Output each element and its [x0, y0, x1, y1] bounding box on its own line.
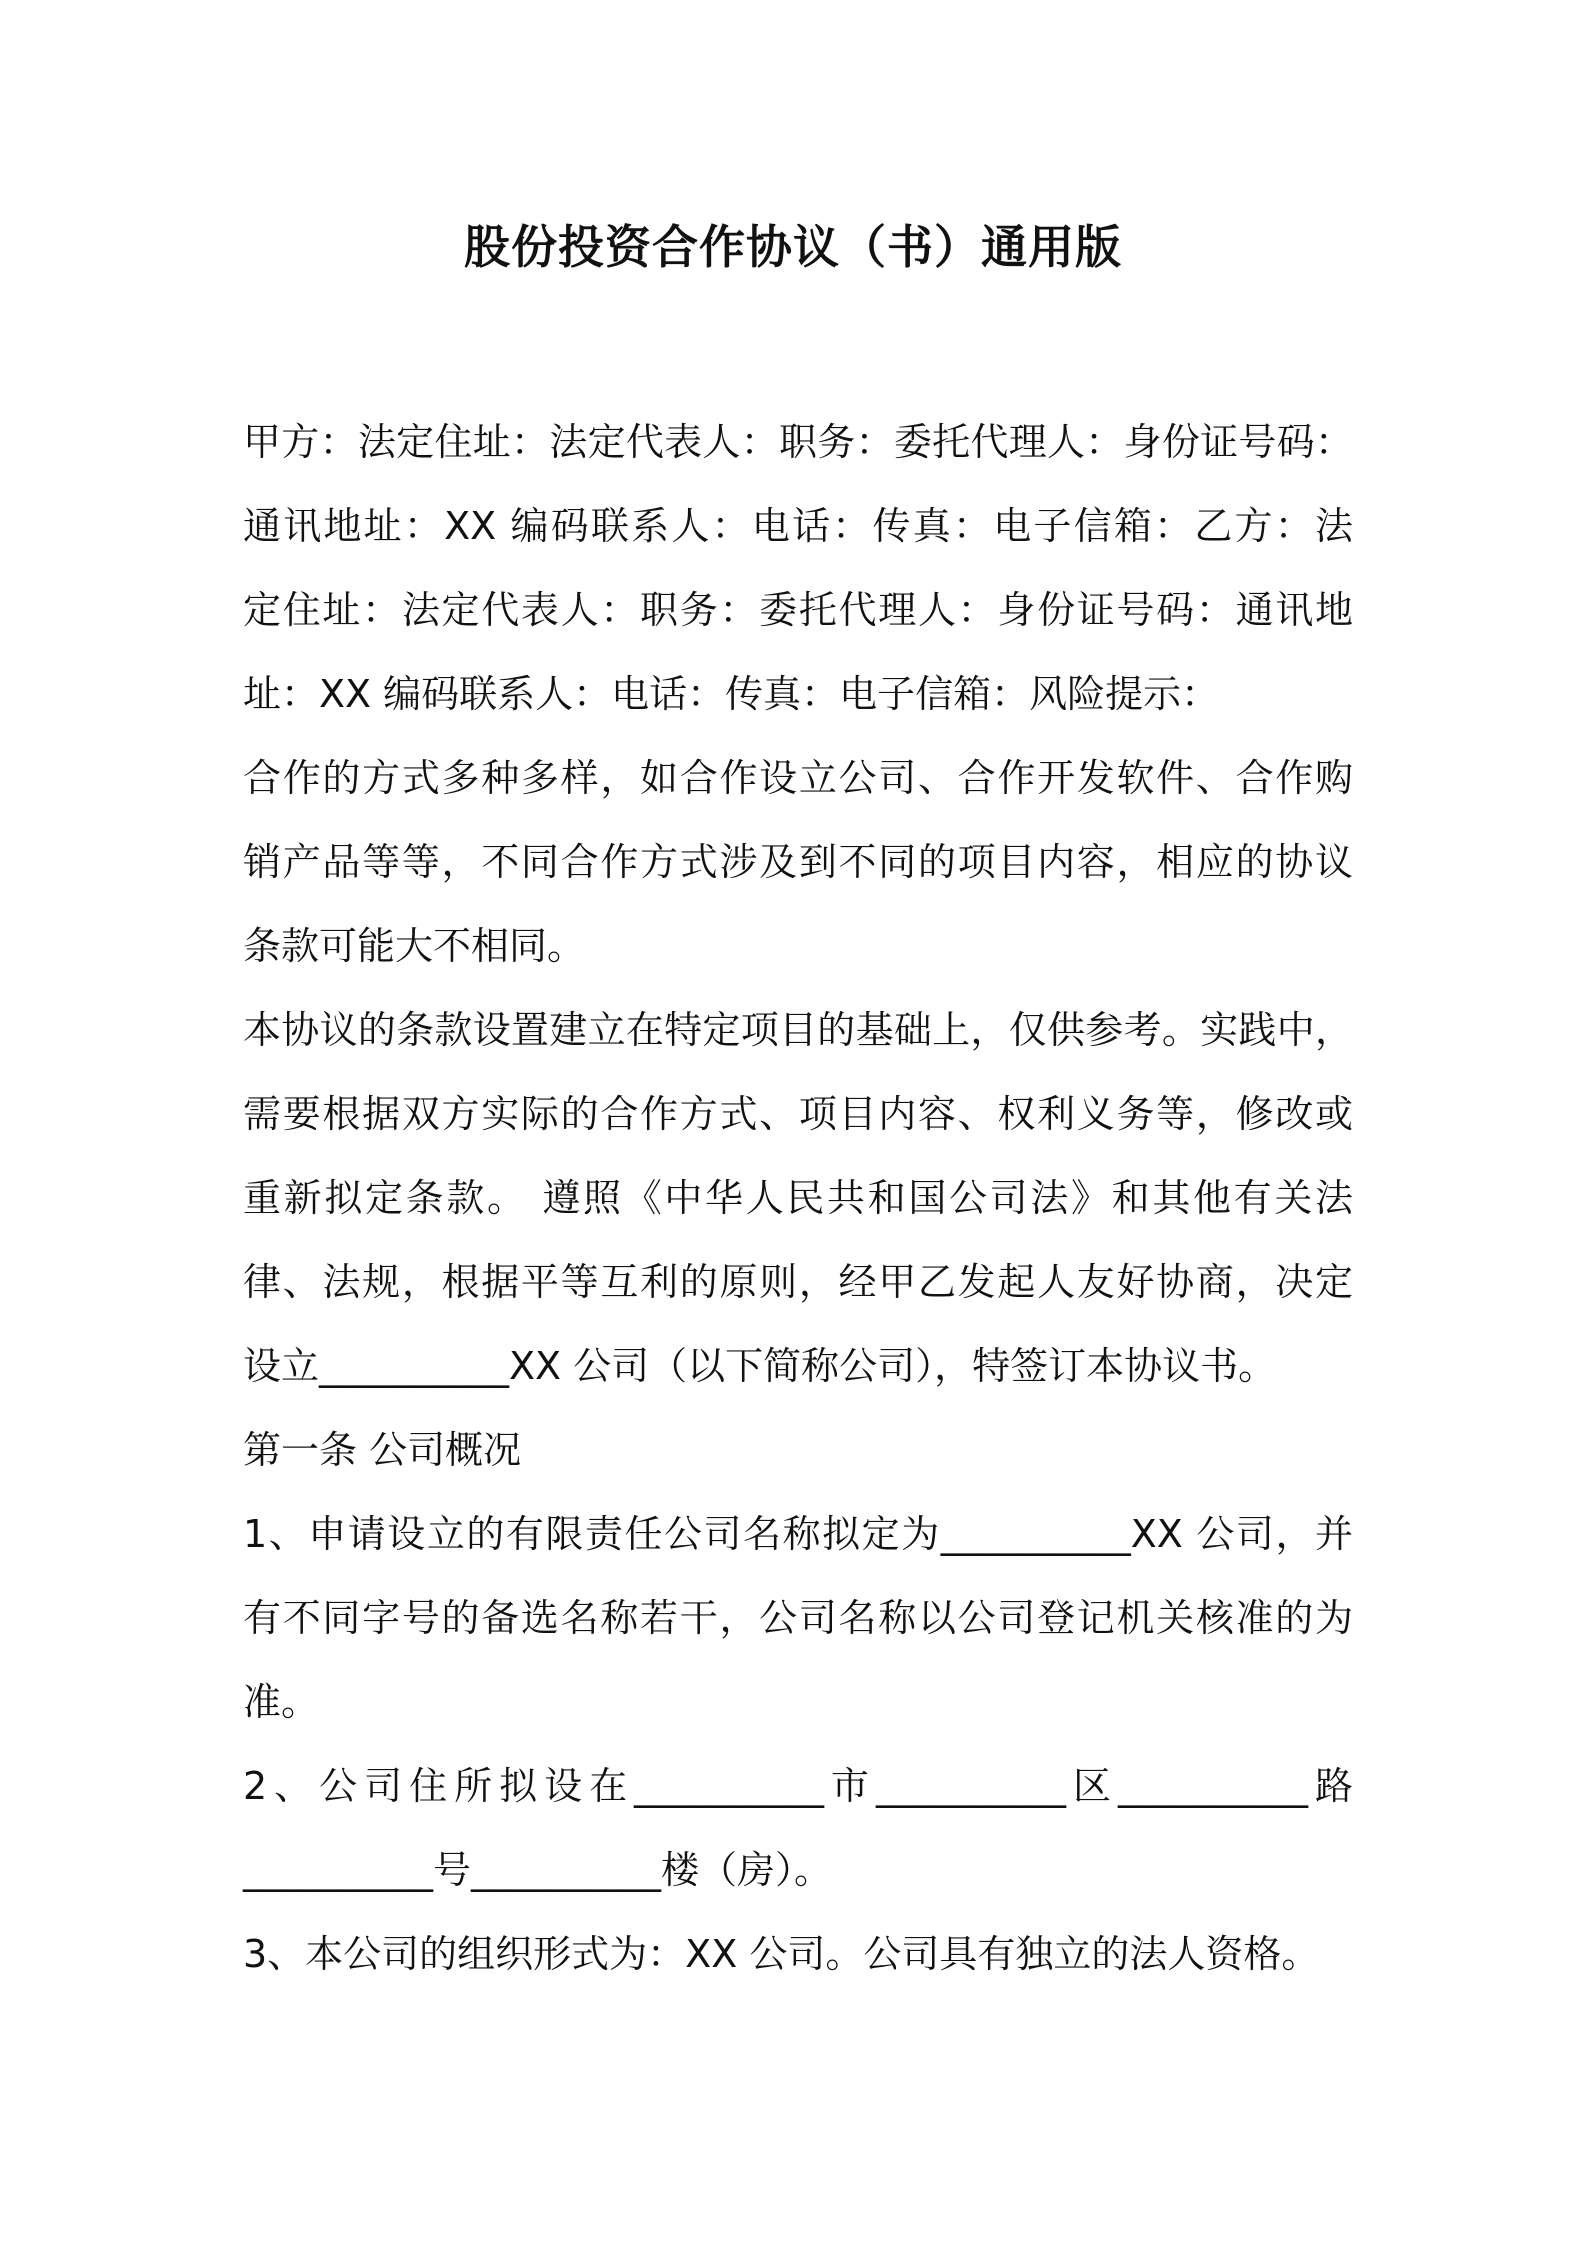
text-line: 有不同字号的备选名称若干，公司名称以公司登记机关核准的为 — [243, 1596, 1353, 1640]
document-body — [243, 400, 1353, 1996]
text-line: 设立__________XX 公司（以下简称公司），特签订本协议书。 — [243, 1344, 1277, 1388]
text-line: 本协议的条款设置建立在特定项目的基础上，仅供参考。实践中， — [243, 1008, 1353, 1052]
text-line: 销产品等等，不同合作方式涉及到不同的项目内容，相应的协议 — [243, 840, 1353, 884]
text-line: 2、公司住所拟设在__________市__________区__________路 — [243, 1764, 1353, 1808]
text-line: 1、申请设立的有限责任公司名称拟定为__________XX 公司，并 — [243, 1512, 1353, 1556]
text-line: 甲方：法定住址：法定代表人：职务：委托代理人：身份证号码： — [243, 420, 1353, 464]
text-line: 址：XX 编码联系人：电话：传真：电子信箱：风险提示： — [243, 672, 1220, 716]
text-line: 律、法规，根据平等互利的原则，经甲乙发起人友好协商，决定 — [243, 1260, 1353, 1304]
section-heading: 第一条 公司概况 — [243, 1428, 522, 1472]
text-line: 通讯地址：XX 编码联系人：电话：传真：电子信箱：乙方：法 — [243, 504, 1353, 548]
text-line: 重新拟定条款。 遵照《中华人民共和国公司法》和其他有关法 — [243, 1176, 1353, 1220]
text-line: 3、本公司的组织形式为：XX 公司。公司具有独立的法人资格。 — [243, 1932, 1320, 1976]
text-line: 需要根据双方实际的合作方式、项目内容、权利义务等，修改或 — [243, 1092, 1353, 1136]
text-line: __________号__________楼（房）。 — [243, 1848, 833, 1892]
text-line: 定住址：法定代表人：职务：委托代理人：身份证号码：通讯地 — [243, 588, 1353, 632]
text-line: 条款可能大不相同。 — [243, 924, 586, 968]
document-title: 股份投资合作协议（书）通用版 — [464, 220, 1122, 274]
text-line: 合作的方式多种多样，如合作设立公司、合作开发软件、合作购 — [243, 756, 1353, 800]
text-line: 准。 — [243, 1680, 320, 1724]
